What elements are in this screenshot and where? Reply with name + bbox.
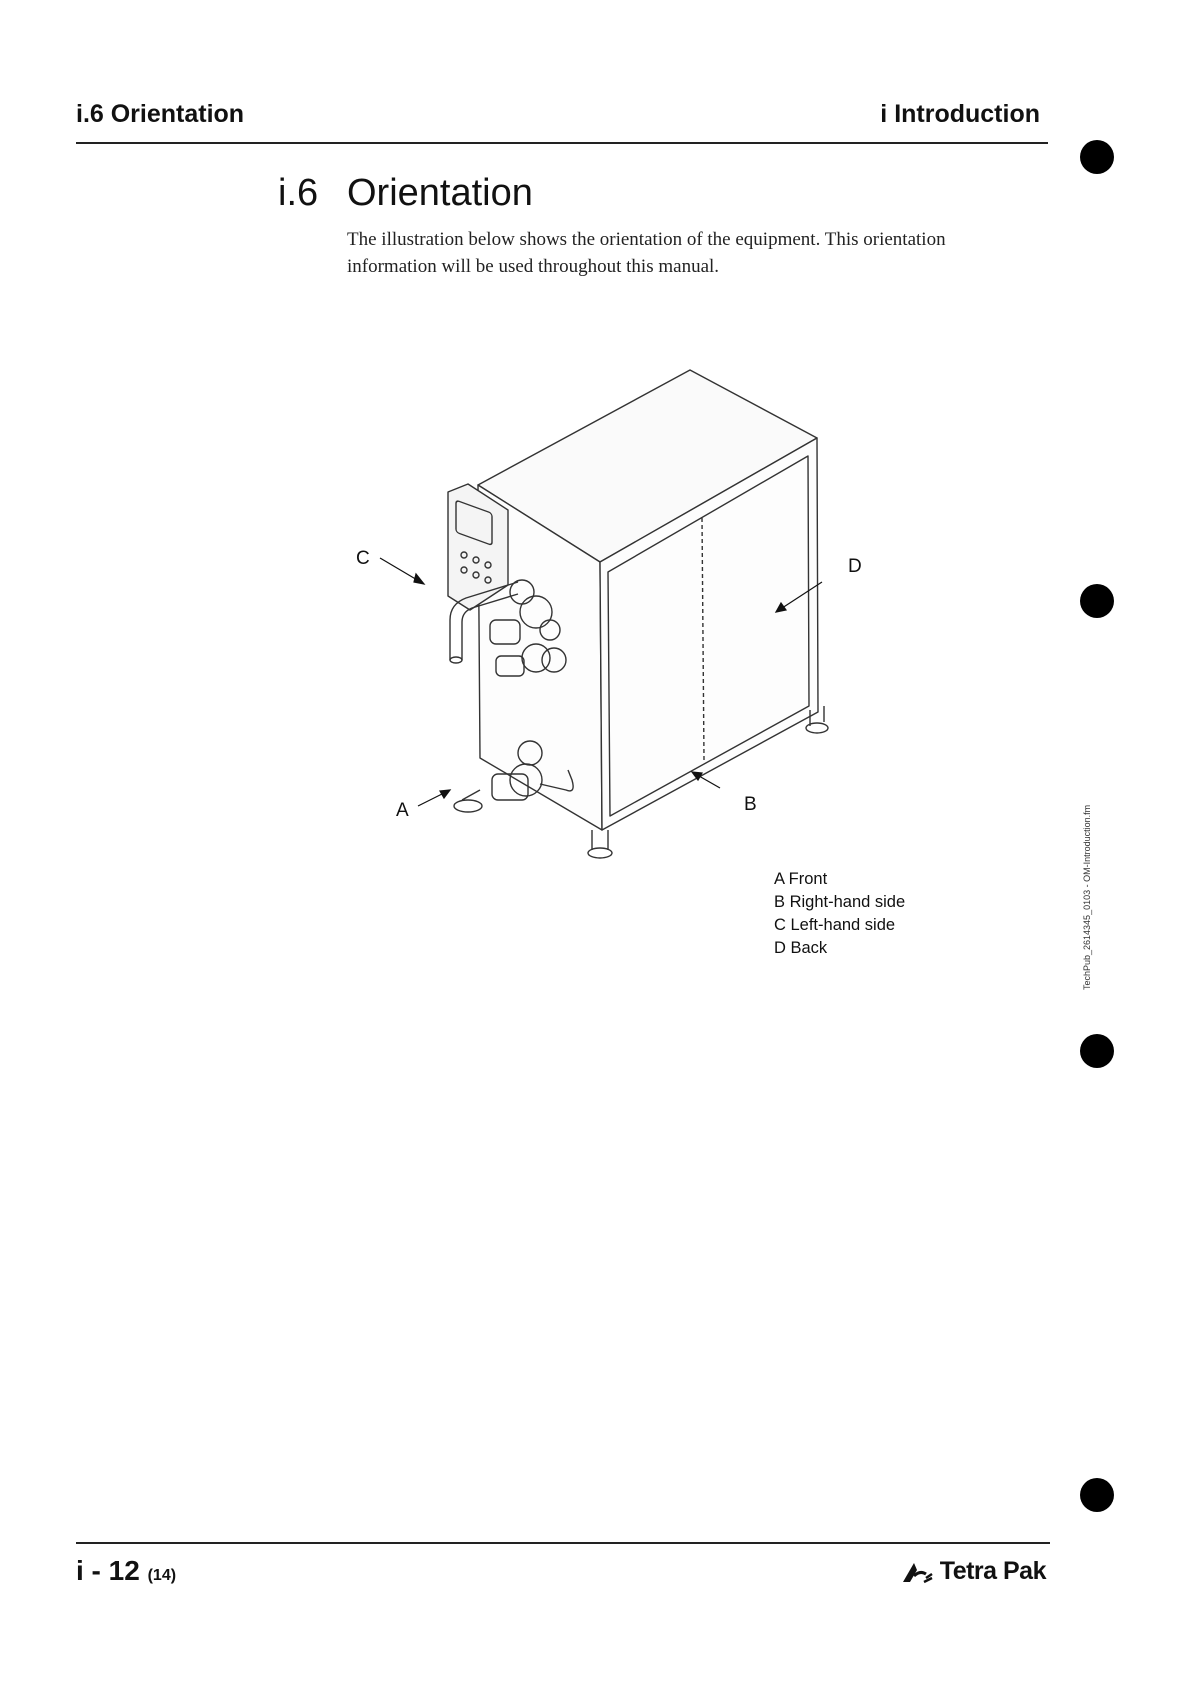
section-number: i.6 bbox=[278, 172, 319, 214]
intro-paragraph: The illustration below shows the orientation of the equipment. This orientation information will be used throughout this manual. bbox=[347, 229, 946, 277]
brand-name: Tetra Pak bbox=[939, 1557, 1046, 1585]
header-chapter-title: i Introduction bbox=[880, 100, 1040, 128]
header-section-title: i.6 Orientation bbox=[76, 100, 245, 128]
binder-hole-icon bbox=[1080, 584, 1114, 618]
document-id: TechPub_2614345_0103 - OM-Introduction.fm bbox=[1082, 804, 1092, 990]
binder-hole-icon bbox=[1080, 1034, 1114, 1068]
callout-b: B bbox=[744, 794, 757, 815]
legend-item: C Left-hand side bbox=[774, 916, 896, 934]
page-number-value: i - 12 bbox=[76, 1555, 140, 1586]
callout-a: A bbox=[396, 800, 409, 821]
orientation-legend bbox=[774, 868, 905, 960]
brand-logo bbox=[900, 1557, 1046, 1586]
binder-hole-icon bbox=[1080, 1478, 1114, 1512]
callout-c: C bbox=[356, 548, 370, 569]
equipment-illustration bbox=[340, 360, 920, 880]
section-title: Orientation bbox=[347, 172, 533, 214]
callout-d: D bbox=[848, 556, 862, 577]
page-total: (14) bbox=[147, 1567, 177, 1584]
legend-item: D Back bbox=[774, 939, 828, 957]
page-number bbox=[76, 1555, 176, 1587]
legend-item: B Right-hand side bbox=[774, 893, 906, 911]
header-rule bbox=[76, 142, 1048, 144]
tetra-pak-logo-icon bbox=[900, 1560, 934, 1584]
footer-rule bbox=[76, 1542, 1050, 1544]
legend-item: A Front bbox=[774, 870, 828, 888]
binder-hole-icon bbox=[1080, 140, 1114, 174]
